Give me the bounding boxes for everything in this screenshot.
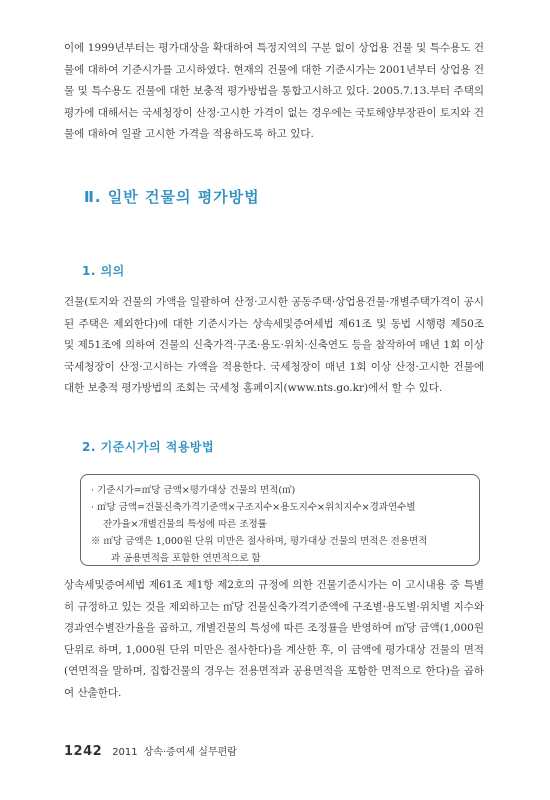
intro-paragraph: 이에 1999년부터는 평가대상을 확대하여 특정지역의 구분 없이 상업용 건물 및 특수용도 건물에 대하여 기준시가를 고시하였다. 현재의 건물에 대한 기준시가는 2001년부터 상업용 건물 및 특수용도 건물에 대한 보충적 평가방법을 통합고시하고 있다. 2005.7.13.부터 주택의 평가에 대해서는 국세청장이 산정·고시한 가격이 없는 경우에는 국토해양부장관이 토지와 건물에 대하여 일괄 고시한 가격을 적용하도록 하고 있다. xyxy=(64,42,484,140)
overview-paragraph: 건물(토지와 건물의 가액을 일괄하여 산정·고시한 공동주택·상업용건물·개별주택가격이 공시된 주택은 제외한다)에 대한 기준시가는 상속세및증여세법 제61조 및 동법 시행령 제50조 및 제51조에 의하여 건물의 신축가격·구조·용도·위치·신축연도 등을 참작하여 매년 1회 이상 국세청장이 산정·고시하는 가액을 적용한다. 국세청장이 매년 1회 이상 산정·고시한 건물에 대한 보충적 평가방법의 조회는 국세청 홈페이지(www.nts.go.kr)에서 할 수 있다. xyxy=(64,296,484,394)
chapter-heading: Ⅱ. 일반 건물의 평가방법 xyxy=(84,188,260,206)
page-number: 1242 xyxy=(64,744,103,759)
formula-line-unit-amount: · ㎡당 금액=건물신축가격기준액×구조지수×용도지수×위치지수×경과연수별 xyxy=(91,502,416,513)
formula-note: ※ ㎡당 금액은 1,000원 단위 미만은 절사하며, 평가대상 건물의 면적은 전용면적 xyxy=(91,536,428,547)
formula-line-unit-amount-cont: 잔가율×개별건물의 특성에 따른 조정률 xyxy=(103,519,267,530)
page-footer xyxy=(64,743,237,759)
formula-box xyxy=(80,474,480,566)
application-paragraph: 상속세및증여세법 제61조 제1항 제2호의 규정에 의한 건물기준시가는 이 고시내용 중 특별히 규정하고 있는 것을 제외하고는 ㎡당 건물신축가격기준액에 구조별·용도별·위치별 지수와 경과연수별잔가율을 곱하고, 개별건물의 특성에 따른 조정률을 반영하여 ㎡당 금액(1,000원 단위로 하며, 1,000원 단위 미만은 절사한다)을 계산한 후, 이 금액에 평가대상 건물의 면적(연면적을 말하며, 집합건물의 경우는 전용면적과 공용면적을 포함한 면적으로 한다)을 곱하여 산출한다. xyxy=(64,579,484,699)
section-heading-overview: 1. 의의 xyxy=(82,264,125,278)
section-heading-application: 2. 기준시가의 적용방법 xyxy=(82,440,215,454)
formula-line-standard-price: · 기준시가=㎡당 금액×평가대상 건물의 면적(㎡) xyxy=(91,485,296,496)
footer-book-title: 상속·증여세 실무편람 xyxy=(143,747,237,758)
formula-note-cont: 과 공용면적을 포함한 연면적으로 함 xyxy=(111,553,261,564)
footer-year: 2011 xyxy=(112,747,138,758)
